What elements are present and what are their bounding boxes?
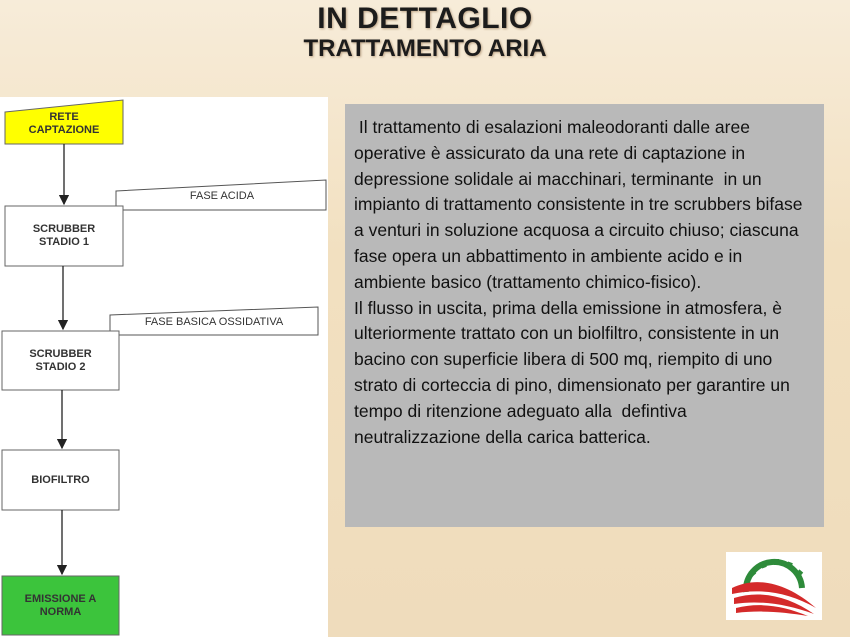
node-biofiltro: BIOFILTRO <box>31 473 90 486</box>
node-emissione: EMISSIONE A NORMA <box>24 592 97 618</box>
node-rete-captazione: RETE CAPTAZIONE <box>28 110 100 136</box>
page-title: IN DETTAGLIO <box>317 2 533 35</box>
node-scrubber-stadio-1: SCRUBBER STADIO 1 <box>32 223 96 248</box>
node-scrubber-stadio-2: SCRUBBER STADIO 2 <box>29 347 92 373</box>
page-subtitle: TRATTAMENTO ARIA <box>303 35 547 62</box>
company-logo <box>726 552 822 620</box>
node-fase-acida: FASE ACIDA <box>189 189 255 202</box>
flow-diagram-panel <box>0 97 328 637</box>
node-fase-basica: FASE BASICA OSSIDATIVA <box>144 315 284 328</box>
description-text: Il trattamento di esalazioni maleodoranti dalle aree operative è assicurato da una rete di captazione in depressione solidale ai macchinari, terminante in un impianto di trattamento consistente in tre scrubbers bifase a venturi in soluzione acquosa a circuito chiuso; ciascuna fase opera un abbattimento in ambiente acido e in ambiente basico (trattamento chimico-fisico). Il flusso in uscita, prima della emissione in atmosfera, è ulteriormente trattato con un biolfiltro, consistente in un bacino con superficie libera di 500 mq, riempito di uno strato di corteccia di pino, dimensionato per garantire un tempo di ritenzione adeguato alla defintiva neutralizzazione della carica batterica. <box>345 104 824 527</box>
